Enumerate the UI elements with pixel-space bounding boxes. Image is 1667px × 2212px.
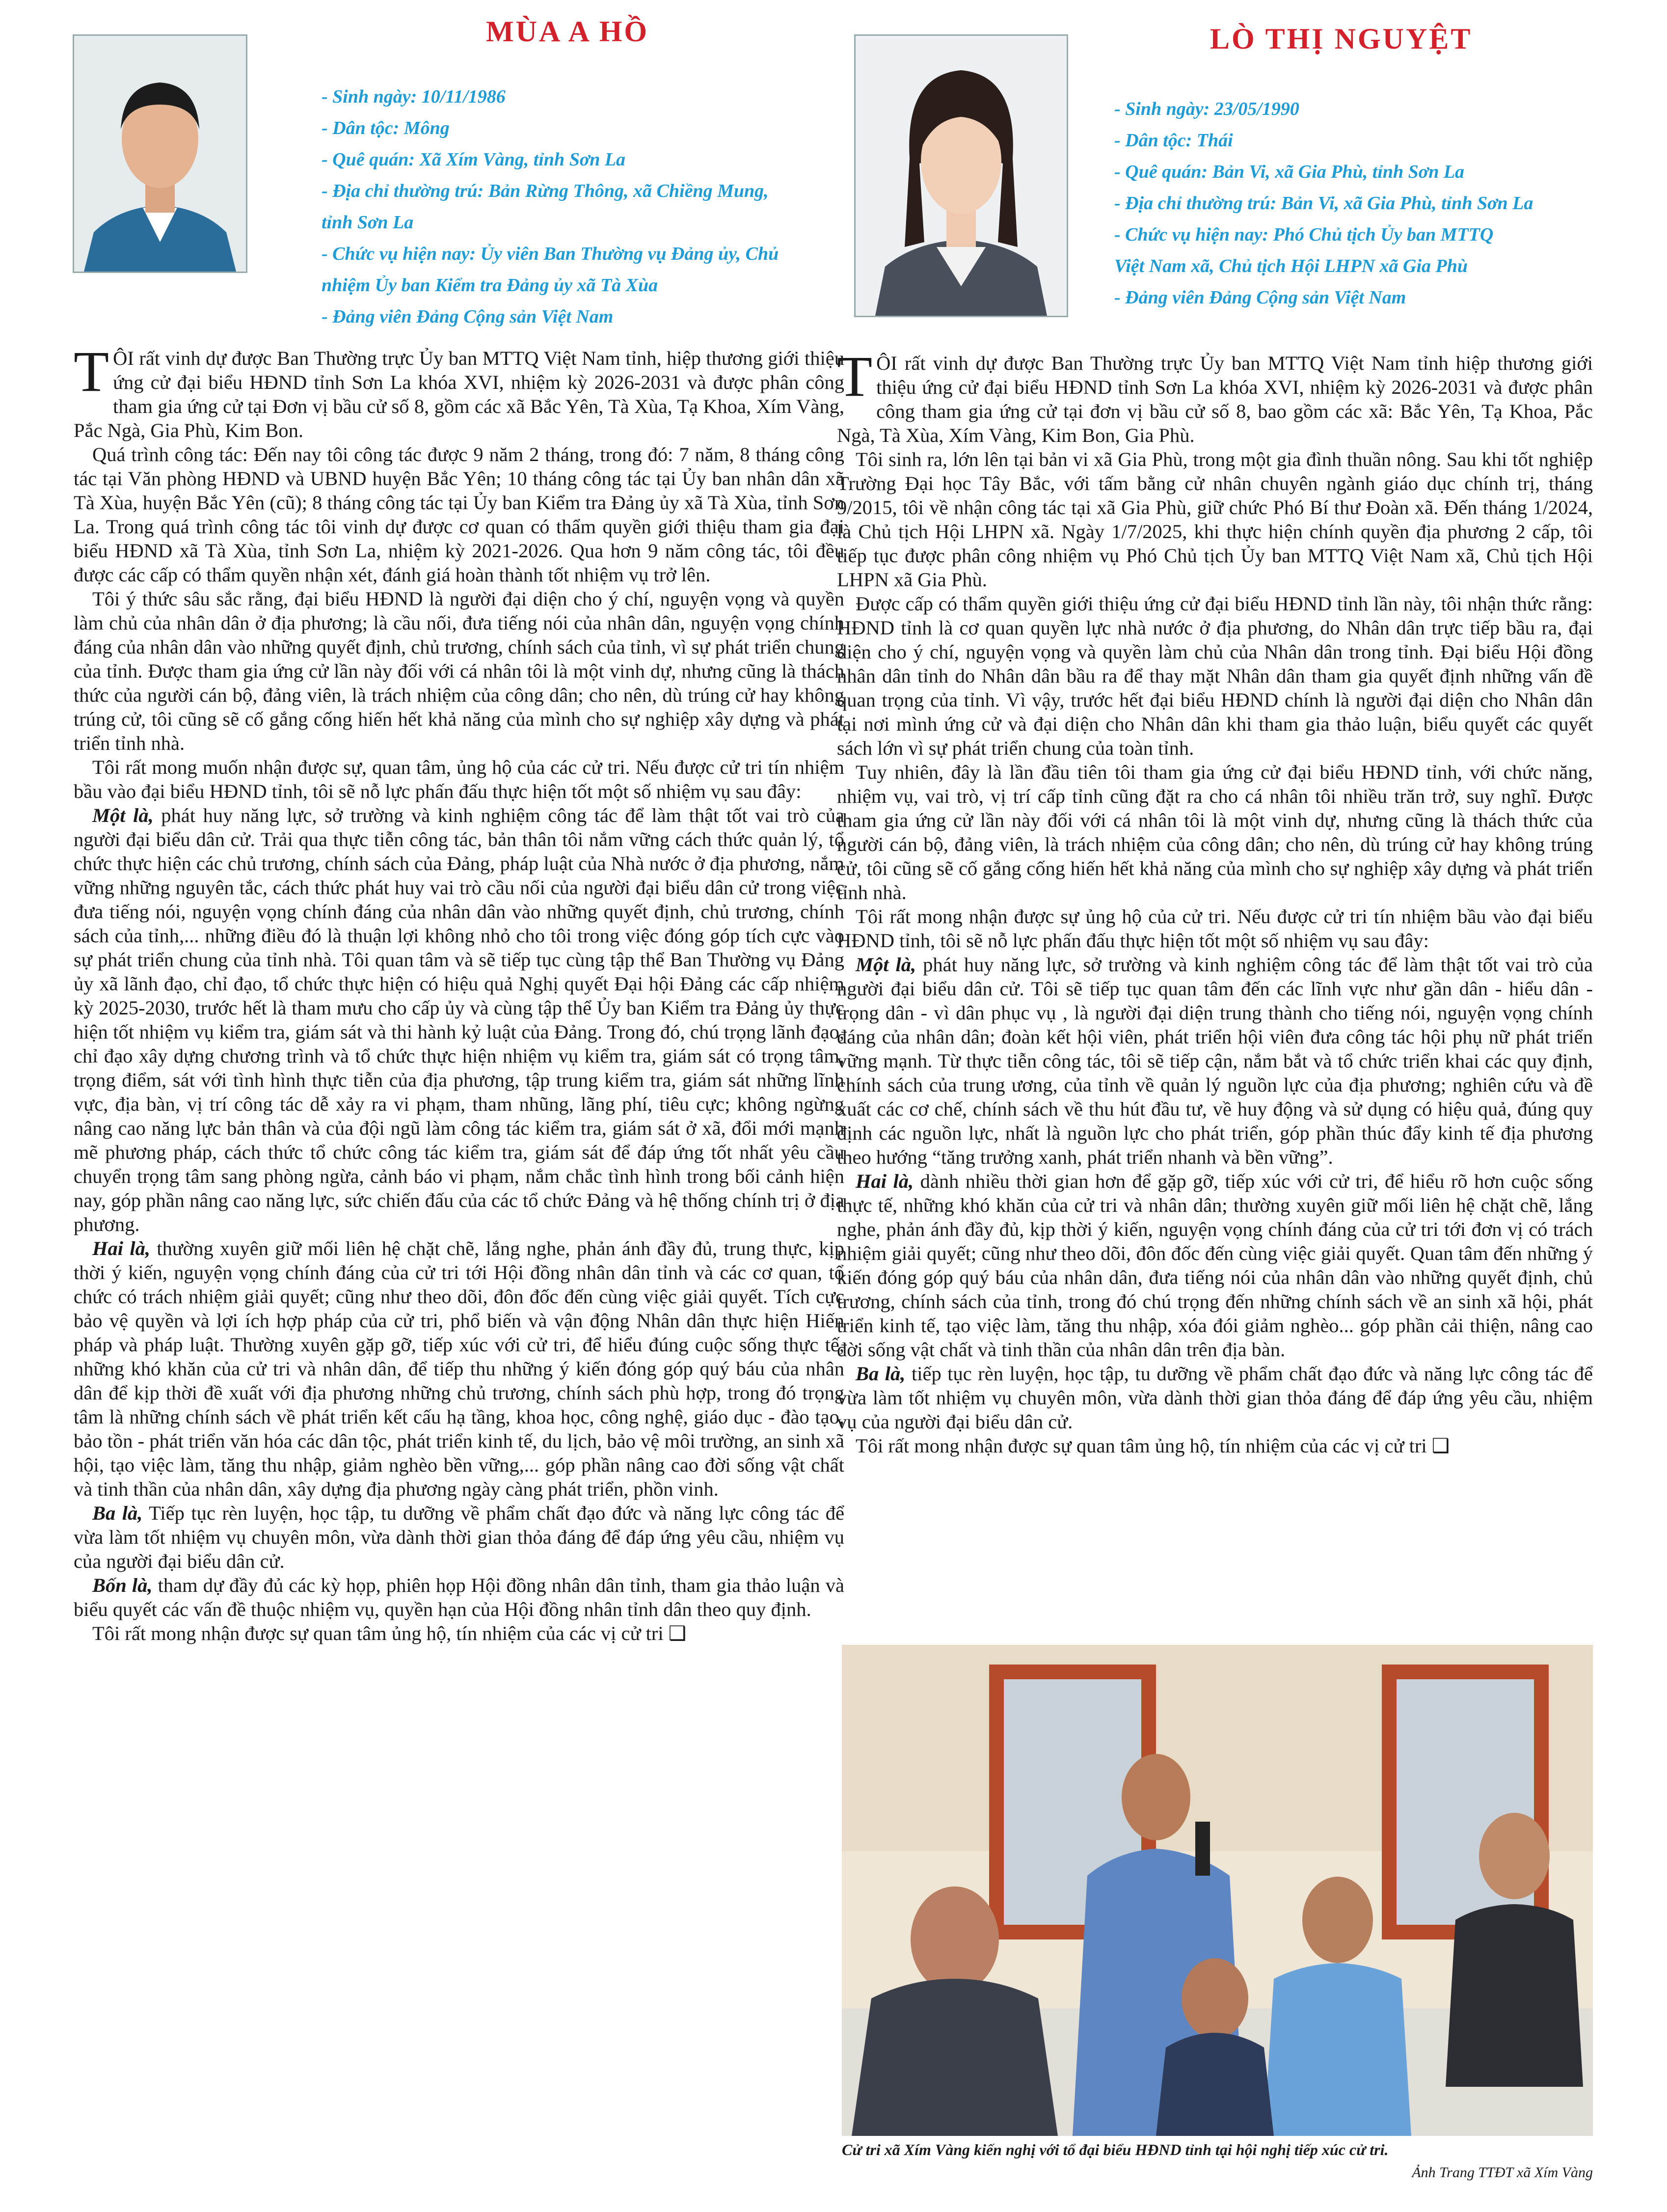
body-paragraph bbox=[837, 760, 1593, 904]
body-paragraph bbox=[837, 1169, 1593, 1362]
body-paragraph bbox=[74, 1621, 844, 1645]
candidate-name: MÙA A HỒ bbox=[486, 15, 649, 48]
paragraph-text: phát huy năng lực, sở trường và kinh nghiệm công tác để làm thật tốt vai trò của người đại biểu dân cử. Tôi sẽ tiếp tục quan tâm đến các lĩnh vực như gần dân - hiểu dân - trọng dân - vì dân phục vụ , là người đại diện trung thành cho tiếng nói, nguyện vọng chính đáng của nhân dân; đoàn kết hội viên, phát triển hội viên đưa công tác hội phụ nữ phát triển vững mạnh. Từ thực tiễn công tác, tôi sẽ tiếp cận, nắm bắt và tổ chức triển khai các quy định, chính sách của trung ương, của tỉnh về quản lý nguồn lực của địa phương; nghiên cứu và đề xuất các cơ chế, chính sách về thu hút đầu tư, về huy động và sử dụng có hiệu quả, đúng quy định các nguồn lực, nhất là nguồn lực cho phát triển, góp phần thúc đẩy kinh tế địa phương theo hướng “tăng trưởng xanh, phát triển nhanh và bền vững”. bbox=[837, 954, 1593, 1168]
body-paragraph bbox=[837, 351, 1593, 447]
paragraph-text: phát huy năng lực, sở trường và kinh nghiệm công tác để làm thật tốt vai trò của người đại biểu dân cử. Trải qua thực tiễn công tác, bản thân tôi nắm vững cách thức quản lý, tổ chức thực hiện các chủ trương, chính sách của Đảng, pháp luật của Nhà nước ở địa phương, nắm vững những nguyên tắc, cách thức phát huy vai trò cầu nối của người đại biểu dân cử trong việc đưa tiếng nói, nguyện vọng chính đáng của nhân dân vào những quyết định, chủ trương, chính sách của tỉnh,... những điều đó là thuận lợi không nhỏ cho tôi trong việc đóng góp tích cực vào sự phát triển chung của tỉnh nhà. Tôi quan tâm và sẽ tiếp tục cùng tập thể Ban Thường vụ Đảng ủy xã lãnh đạo, chỉ đạo, tổ chức thực hiện có hiệu quả Nghị quyết Đại hội Đảng các cấp nhiệm kỳ 2025-2030, trước hết là tham mưu cho cấp ủy và cùng tập thể Ủy ban Kiểm tra Đảng ủy thực hiện tốt nhiệm vụ kiểm tra, giám sát và thi hành kỷ luật của Đảng. Trong đó, chú trọng lãnh đạo, chỉ đạo xây dựng chương trình và tổ chức thực hiện nhiệm vụ kiểm tra, giám sát có trọng tâm, trọng điểm, sát với tình hình thực tiễn của địa phương, tập trung kiểm tra, giám sát những lĩnh vực, địa bàn, vị trí công tác dễ xảy ra vi phạm, tham nhũng, lãng phí, tiêu cực; không ngừng nâng cao năng lực bản thân và của đội ngũ làm công tác kiểm tra, giám sát ở xã, đổi mới mạnh mẽ phương pháp, cách thức tổ chức công tác kiểm tra, giám sát để đáp ứng tốt nhất yêu cầu chuyển trọng tâm sang phòng ngừa, cảnh báo vi phạm, nắm chắc tình hình trong bối cảnh hiện nay, góp phần nâng cao năng lực, sức chiến đấu của các tổ chức Đảng và hệ thống chính trị ở địa phương. bbox=[74, 804, 844, 1235]
info-line: - Chức vụ hiện nay: Ủy viên Ban Thường vụ Đảng ủy, Chủ bbox=[322, 244, 779, 264]
body-paragraph bbox=[837, 592, 1593, 760]
info-line: - Địa chỉ thường trú: Bản Vi, xã Gia Phù, tỉnh Sơn La bbox=[1114, 193, 1533, 214]
paragraph-text: tham dự đầy đủ các kỳ họp, phiên họp Hội đồng nhân dân tỉnh, tham gia thảo luận và biểu quyết các vấn đề thuộc nhiệm vụ, quyền hạn của Hội đồng nhân tỉnh dân theo quy định. bbox=[74, 1574, 844, 1620]
info-line: - Dân tộc: Thái bbox=[1114, 130, 1233, 151]
info-line: - Quê quán: Bản Vi, xã Gia Phù, tỉnh Sơn La bbox=[1114, 162, 1465, 182]
info-line: - Quê quán: Xã Xím Vàng, tỉnh Sơn La bbox=[322, 149, 626, 170]
body-paragraph bbox=[74, 1501, 844, 1573]
paragraph-lead: Bốn là, bbox=[92, 1574, 153, 1596]
paragraph-lead: Hai là, bbox=[92, 1237, 150, 1259]
candidate-info-list bbox=[1114, 93, 1610, 313]
candidate-info-list bbox=[322, 81, 852, 332]
info-line: Việt Nam xã, Chủ tịch Hội LHPN xã Gia Phù bbox=[1114, 256, 1468, 276]
candidate-name: LÒ THỊ NGUYỆT bbox=[1210, 23, 1473, 55]
info-line: - Sinh ngày: 23/05/1990 bbox=[1114, 99, 1299, 119]
paragraph-text: Tôi rất mong muốn nhận được sự, quan tâm, ủng hộ của các cử tri. Nếu được cử tri tín nhiệm bầu vào đại biểu HĐND tỉnh, tôi sẽ nỗ lực phấn đấu thực hiện tốt một số nhiệm vụ sau đây: bbox=[74, 756, 844, 802]
paragraph-lead: Một là, bbox=[92, 804, 154, 826]
info-line: - Sinh ngày: 10/11/1986 bbox=[322, 86, 506, 107]
body-paragraph bbox=[837, 904, 1593, 953]
paragraph-lead: Ba là, bbox=[856, 1363, 906, 1385]
photo-credit: Ảnh Trang TTĐT xã Xím Vàng bbox=[1412, 2164, 1593, 2181]
candidate-portrait bbox=[854, 34, 1068, 317]
info-line: tỉnh Sơn La bbox=[322, 212, 414, 233]
candidate-portrait bbox=[73, 34, 247, 273]
body-paragraph bbox=[74, 803, 844, 1236]
body-paragraph bbox=[74, 1573, 844, 1621]
body-paragraph bbox=[74, 755, 844, 803]
paragraph-text: dành nhiều thời gian hơn để gặp gỡ, tiếp xúc với cử tri, để hiểu rõ hơn cuộc sống thực tế, những khó khăn của cử tri và nhân dân; thường xuyên giữ mối liên hệ chặt chẽ, lắng nghe, phản ánh đầy đủ, kịp thời ý kiến, nguyện vọng chính đáng của cử tri tới đơn vị có trách nhiệm giải quyết; cũng như theo dõi, đôn đốc đến cùng việc giải quyết. Quan tâm đến những ý kiến đóng góp quý báu của nhân dân, đưa tiếng nói của nhân dân vào những quyết định, chủ trương, chính sách của tỉnh, trong đó chú trọng đến những chính sách về an sinh xã hội, phát triển kinh tế, tạo việc làm, tăng thu nhập, xóa đói giảm nghèo... góp phần cải thiện, nâng cao đời sống vật chất và tinh thần của nhân dân trên địa bàn. bbox=[837, 1170, 1593, 1361]
portrait-image bbox=[856, 36, 1067, 316]
paragraph-text: Tôi rất mong nhận được sự ủng hộ của cử tri. Nếu được cử tri tín nhiệm bầu vào đại biểu HĐND tỉnh, tôi sẽ nỗ lực phấn đấu thực hiện tốt một số nhiệm vụ sau đây: bbox=[837, 905, 1593, 952]
paragraph-text: Được cấp có thẩm quyền giới thiệu ứng cử đại biểu HĐND tỉnh lần này, tôi nhận thức rằng: HĐND tỉnh là cơ quan quyền lực nhà nước ở địa phương, do Nhân dân trực tiếp bầu ra, đại diện cho ý chí, nguyện vọng và quyền làm chủ của Nhân dân trong tỉnh. Đại biểu Hội đồng nhân dân tỉnh do Nhân dân bầu ra để thay mặt Nhân dân tham gia quyết định những vấn đề quan trọng của tỉnh. Vì vậy, trước hết đại biểu HĐND chính là người đại diện cho Nhân dân tại nơi mình ứng cử và đại diện cho Nhân dân khi tham gia thảo luận, biểu quyết các quyết sách lớn vì sự phát triển chung của toàn tỉnh. bbox=[837, 593, 1593, 759]
body-paragraph bbox=[837, 447, 1593, 592]
paragraph-text: Tôi ý thức sâu sắc rằng, đại biểu HĐND là người đại diện cho ý chí, nguyện vọng và quyền làm chủ của nhân dân ở địa phương; là cầu nối, đưa tiếng nói của nhân dân, nguyện vọng chính đáng của nhân dân vào những quyết định, chủ trương, chính sách của tỉnh, vì sự phát triển chung của tỉnh. Được tham gia ứng cử lần này đối với cá nhân tôi là một vinh dự, nhưng cũng là thách thức của người cán bộ, đảng viên, là trách nhiệm của công dân; cho nên, dù trúng cử hay không trúng cử, tôi cũng sẽ cố gắng cống hiến hết khả năng của mình cho sự nghiệp xây dựng và phát triển tỉnh nhà. bbox=[74, 588, 844, 754]
candidate-body-text bbox=[837, 351, 1593, 1620]
body-paragraph bbox=[837, 1434, 1593, 1458]
paragraph-text: ÔI rất vinh dự được Ban Thường trực Ủy ban MTTQ Việt Nam tỉnh hiệp thương giới thiệu ứng cử đại biểu HĐND tỉnh Sơn La khóa XVI, nhiệm kỳ 2026-2031 và được phân công tham gia ứng cử tại đơn vị bầu cử số 8, bao gồm các xã: Bắc Yên, Tạ Khoa, Pắc Ngà, Tà Xùa, Xím Vàng, Kim Bon, Gia Phù. bbox=[837, 352, 1593, 446]
paragraph-text: Tiếp tục rèn luyện, học tập, tu dưỡng về phẩm chất đạo đức và năng lực công tác để vừa làm tốt nhiệm vụ chuyên môn, vừa dành thời gian thỏa đáng để đáp ứng yêu cầu, nhiệm vụ của người đại biểu dân cử. bbox=[74, 1502, 844, 1572]
paragraph-text: Tuy nhiên, đây là lần đầu tiên tôi tham gia ứng cử đại biểu HĐND tỉnh, với chức năng, nhiệm vụ, vai trò, vị trí cấp tỉnh cũng đặt ra cho cá nhân tôi nhiều trăn trở, suy nghĩ. Được tham gia ứng cử lần này đối với cá nhân tôi là một vinh dự, nhưng cũng là thách thức của người cán bộ, đảng viên, là trách nhiệm của công dân; cho nên, dù trúng cử hay không trúng cử, tôi cũng sẽ cố gắng cống hiến hết khả năng của mình cho sự nghiệp xây dựng và phát triển tỉnh nhà. bbox=[837, 761, 1593, 903]
photo-caption: Cử tri xã Xím Vàng kiến nghị với tổ đại biểu HĐND tỉnh tại hội nghị tiếp xúc cử tri. bbox=[842, 2141, 1389, 2158]
paragraph-lead: Một là, bbox=[856, 954, 916, 976]
paragraph-lead: Hai là, bbox=[856, 1170, 914, 1192]
paragraph-text: Tôi rất mong nhận được sự quan tâm ủng hộ, tín nhiệm của các vị cử tri ❑ bbox=[856, 1435, 1450, 1457]
dropcap: T bbox=[837, 351, 873, 409]
body-paragraph bbox=[74, 346, 844, 442]
info-line: - Đảng viên Đảng Cộng sản Việt Nam bbox=[1114, 287, 1406, 308]
body-paragraph bbox=[837, 1362, 1593, 1434]
body-paragraph bbox=[837, 953, 1593, 1169]
paragraph-text: ÔI rất vinh dự được Ban Thường trực Ủy ban MTTQ Việt Nam tỉnh, hiệp thương giới thiệu ứng cử đại biểu HĐND tỉnh Sơn La khóa XVI, nhiệm kỳ 2026-2031 và được phân công tham gia ứng cử tại Đơn vị bầu cử số 8, gồm các xã Bắc Yên, Tà Xùa, Tạ Khoa, Xím Vàng, Pắc Ngà, Gia Phù, Kim Bon. bbox=[74, 347, 844, 441]
body-paragraph bbox=[74, 442, 844, 587]
paragraph-text: Quá trình công tác: Đến nay tôi công tác được 9 năm 2 tháng, trong đó: 7 năm, 8 tháng công tác tại Văn phòng HĐND và UBND huyện Bắc Yên; 10 tháng công tác tại Ủy ban nhân dân xã Tà Xùa, huyện Bắc Yên (cũ); 8 tháng công tác tại Ủy ban Kiểm tra Đảng ủy xã Tà Xùa, tỉnh Sơn La. Trong quá trình công tác tôi vinh dự được cơ quan có thẩm quyền giới thiệu tham gia đại biểu HĐND xã Tà Xùa, tỉnh Sơn La, nhiệm kỳ 2021-2026. Qua hơn 9 năm công tác, tôi đều được các cấp có thẩm quyền nhận xét, đánh giá hoàn thành tốt nhiệm vụ trở lên. bbox=[74, 443, 844, 586]
body-paragraph bbox=[74, 587, 844, 755]
info-line: - Đảng viên Đảng Cộng sản Việt Nam bbox=[322, 306, 614, 327]
paragraph-text: Tôi rất mong nhận được sự quan tâm ủng hộ, tín nhiệm của các vị cử tri ❑ bbox=[92, 1622, 687, 1644]
info-line: - Địa chỉ thường trú: Bản Rừng Thông, xã Chiềng Mung, bbox=[322, 181, 769, 201]
info-line: - Dân tộc: Mông bbox=[322, 118, 450, 138]
body-paragraph bbox=[74, 1236, 844, 1501]
info-line: - Chức vụ hiện nay: Phó Chủ tịch Ủy ban MTTQ bbox=[1114, 224, 1494, 245]
portrait-image bbox=[74, 36, 246, 272]
paragraph-text: Tôi sinh ra, lớn lên tại bản vi xã Gia Phù, trong một gia đình thuần nông. Sau khi tốt nghiệp Trường Đại học Tây Bắc, với tấm bằng cử nhân chuyên ngành giáo dục chính trị, tháng 9/2015, tôi về nhận công tác tại xã Gia Phù, giữ chức Phó Bí thư Đoàn xã. Đến tháng 1/2024, là Chủ tịch Hội LHPN xã. Ngày 1/7/2025, khi thực hiện chính quyền địa phương 2 cấp, tôi tiếp tục được phân công nhiệm vụ Phó Chủ tịch Ủy ban MTTQ Việt Nam xã, Chủ tịch Hội LHPN xã Gia Phù. bbox=[837, 448, 1593, 591]
meeting-photo bbox=[842, 1645, 1593, 2136]
meeting-photo-image bbox=[842, 1645, 1593, 2136]
paragraph-text: tiếp tục rèn luyện, học tập, tu dưỡng về phẩm chất đạo đức và năng lực công tác để vừa làm tốt nhiệm vụ chuyên môn, vừa dành thời gian thỏa đáng để đáp ứng yêu cầu, nhiệm vụ của người đại biểu dân cử. bbox=[837, 1363, 1593, 1433]
candidate-body-text bbox=[74, 346, 844, 2183]
dropcap: T bbox=[74, 346, 109, 404]
paragraph-text: thường xuyên giữ mối liên hệ chặt chẽ, lắng nghe, phản ánh đầy đủ, trung thực, kịp thời ý kiến, nguyện vọng chính đáng của cử tri tới Hội đồng nhân dân tỉnh và các cơ quan, tổ chức có trách nhiệm giải quyết; cũng như theo dõi, đôn đốc đến cùng việc giải quyết. Tích cực bảo vệ quyền và lợi ích hợp pháp của cử tri, phổ biến và vận động Nhân dân thực hiện Hiến pháp và pháp luật. Thường xuyên gặp gỡ, tiếp xúc với cử tri, để hiểu đúng cuộc sống thực tế, những khó khăn của cử tri và nhân dân, để tiếp thu những ý kiến đóng góp quý báu của nhân dân để kịp thời đề xuất với địa phương những chủ trương, chính sách phù hợp, trong đó trọng tâm là những chính sách về phát triển kết cấu hạ tầng, khoa học, công nghệ, giáo dục - đào tạo, bảo tồn - phát triển văn hóa các dân tộc, phát triển kinh tế, du lịch, bảo vệ môi trường, an sinh xã hội, tạo việc làm, tăng thu nhập, giảm nghèo bền vững,... góp phần nâng cao đời sống vật chất và tinh thần của nhân dân, xây dựng địa phương ngày càng phát triển, phồn vinh. bbox=[74, 1237, 844, 1500]
paragraph-lead: Ba là, bbox=[92, 1502, 143, 1524]
info-line: nhiệm Ủy ban Kiểm tra Đảng ủy xã Tà Xùa bbox=[322, 275, 658, 296]
